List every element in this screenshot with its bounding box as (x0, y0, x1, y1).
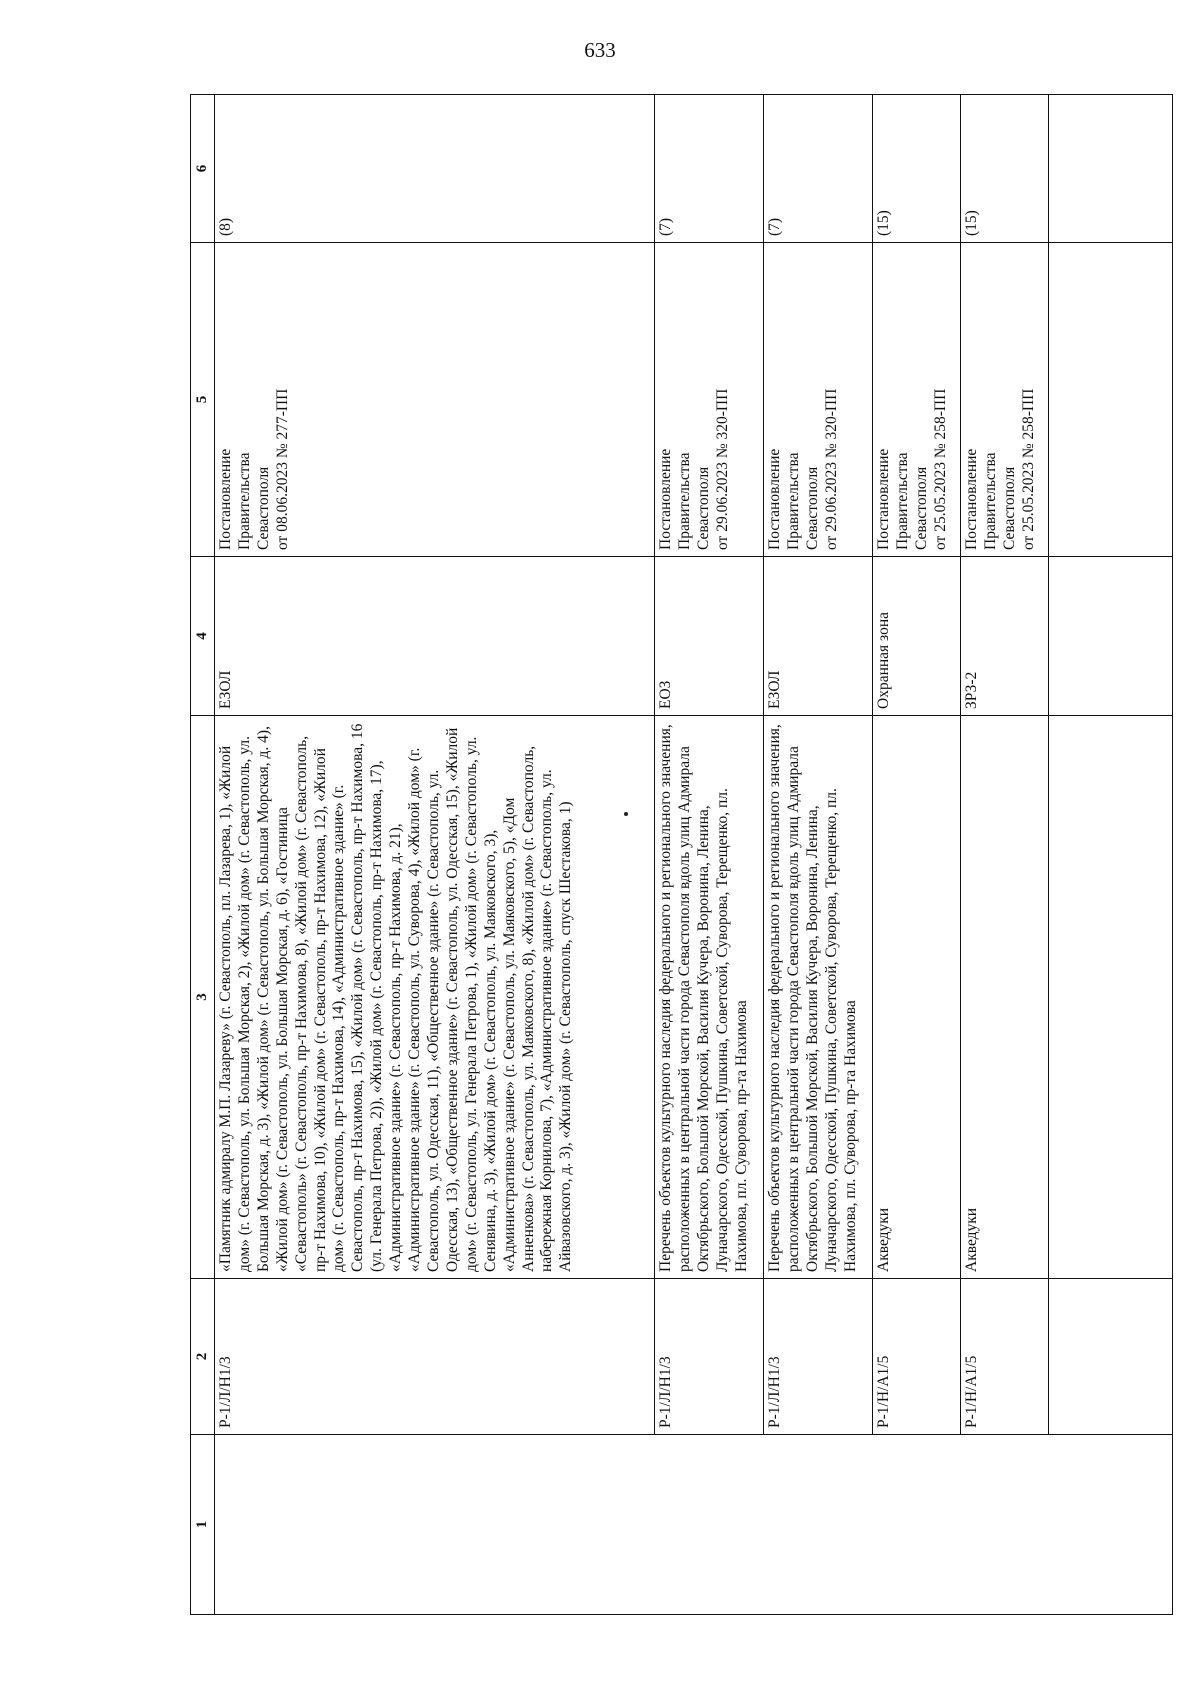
legal-act-line: Севастополя (254, 466, 272, 550)
legal-act-line: Севастополя (803, 466, 821, 550)
legal-act (961, 243, 1049, 557)
zone-type: ЗРЗ-2 (961, 557, 1049, 716)
legal-act-line: Правительства (675, 452, 693, 550)
zone-type: ЕЗОЛ (764, 557, 873, 716)
reference-note: (15) (961, 95, 1049, 243)
zone-type: ЕОЗ (655, 557, 764, 716)
empty-cell (1049, 557, 1173, 716)
legal-act-line: Севастополя (912, 466, 930, 550)
empty-cell (1049, 1279, 1173, 1435)
legal-act-line: Севастополя (1000, 466, 1018, 550)
object-description: «Памятник адмиралу М.П. Лазареву» (г. Севастополь, пл. Лазарева, 1), «Жилой дом» (г. Севастополь, ул. Большая Морская, 2), «Жилой дом» (г. Севастополь, ул. Большая Морская, д. 3), «Жилой дом» (г. Севастополь, ул. Большая Морская, д. 4), «Жилой дом» (г. Севастополь, ул. Большая Морская, д. 6), «Гостиница «Севастополь» (г. Севастополь, пр-т Нахимова, 8), «Жилой дом» (г. Севастополь, пр-т Нахимова, 10), «Жилой дом» (г. Севастополь, пр-т Нахимова, 12), «Жилой дом» (г. Севастополь, пр-т Нахимова, 14), «Административное здание» (г. Севастополь, пр-т Нахимова, 15), «Жилой дом» (г. Севастополь, пр-т Нахимова, 16 (ул. Генерала Петрова, 2)), «Жилой дом» (г. Севастополь, пр-т Нахимова, 17), «Административное здание» (г. Севастополь, пр-т Нахимова, д. 21), «Административное здание» (г. Севастополь, ул. Суворова, 4), «Жилой дом» (г. Севастополь, ул. Одесская, 11), «Общественное здание» (г. Севастополь, ул. Одесская, 13), «Общественное здание» (г. Севастополь, ул. Одесская, 15), «Жилой дом» (г. Севастополь, ул. Генерала Петрова, 1), «Жилой дом» (г. Севастополь, ул. Сенявина, д. 3), «Жилой дом» (г. Севастополь, ул. Маяковского, 3), «Административное здание» (г. Севастополь, ул. Маяковского, 5), «Дом Анненкова» (г. Севастополь, ул. Маяковского, 8), «Жилой дом» (г. Севастополь, набережная Корнилова, 7), «Административное здание» (г. Севастополь, ул. Айвазовского, д. 3), «Жилой дом» (г. Севастополь, спуск Шестакова, 1) (215, 716, 655, 1279)
object-description: Акведуки (961, 716, 1049, 1279)
legal-act-line: от 25.05.2023 № 258-ПП (1019, 388, 1037, 550)
legal-act-line: Постановление (875, 448, 892, 550)
table-row (764, 95, 873, 1615)
zone-type: ЕЗОЛ (215, 557, 655, 716)
reference-note: (8) (215, 95, 655, 243)
legal-act-line: Правительства (784, 452, 802, 550)
header-col-3: 3 (191, 716, 215, 1279)
table-row (215, 95, 655, 1615)
zone-type: Охранная зона (873, 557, 961, 716)
header-col-2: 2 (191, 1279, 215, 1435)
legal-act-line: Постановление (657, 448, 674, 550)
object-description: Перечень объектов культурного наследия федерального и регионального значения, расположенных в центральной части города Севастополя вдоль улиц Адмирала Октябрьского, Большой Морской, Василия Кучера, Воронина, Ленина, Луначарского, Одесской, Пушкина, Советской, Суворова, Терещенко, пл. Нахимова, пл. Суворова, пр-та Нахимова (764, 716, 873, 1279)
table-row (873, 95, 961, 1615)
legal-act-line: Постановление (217, 448, 234, 550)
table-row (961, 95, 1049, 1615)
col-1-cell (215, 1435, 1173, 1615)
legal-act-line: Севастополя (694, 466, 712, 550)
legal-act (764, 243, 873, 557)
zone-code: Р-1/Н/А1/5 (961, 1279, 1049, 1435)
table-row-empty (1049, 95, 1173, 1615)
legal-act-line: Правительства (981, 452, 999, 550)
legal-act (215, 243, 655, 557)
legal-act-line: от 29.06.2023 № 320-ПП (822, 388, 840, 550)
table-wrapper (190, 95, 1172, 1615)
page-number: 633 (584, 38, 616, 62)
zone-code: Р-1/Л/Н1/3 (215, 1279, 655, 1435)
legal-act-line: от 29.06.2023 № 320-ПП (713, 388, 731, 550)
zone-code: Р-1/Л/Н1/3 (764, 1279, 873, 1435)
table-header-row (191, 95, 215, 1615)
reference-note: (7) (764, 95, 873, 243)
legal-act (873, 243, 961, 557)
header-col-6: 6 (191, 95, 215, 243)
reference-note: (15) (873, 95, 961, 243)
legal-act-line: Постановление (963, 448, 980, 550)
table-row (655, 95, 764, 1615)
object-description: Перечень объектов культурного наследия федерального и регионального значения, расположенных в центральной части города Севастополя вдоль улиц Адмирала Октябрьского, Большой Морской, Василия Кучера, Воронина, Ленина, Луначарского, Одесской, Пушкина, Советской, Суворова, Терещенко, пл. Нахимова, пл. Суворова, пр-та Нахимова (655, 716, 764, 1279)
empty-cell (1049, 95, 1173, 243)
legal-act-line: Правительства (235, 452, 253, 550)
legal-act-line: Постановление (766, 448, 783, 550)
legal-act-line: от 25.05.2023 № 258-ПП (931, 388, 949, 550)
empty-cell (1049, 716, 1173, 1279)
legal-act-line: от 08.06.2023 № 277-ПП (273, 388, 291, 550)
header-col-5: 5 (191, 243, 215, 557)
header-col-1: 1 (191, 1435, 215, 1615)
legal-act (655, 243, 764, 557)
reference-note: (7) (655, 95, 764, 243)
register-table (190, 94, 1173, 1615)
header-col-4: 4 (191, 557, 215, 716)
zone-code: Р-1/Н/А1/5 (873, 1279, 961, 1435)
legal-act-line: Правительства (893, 452, 911, 550)
empty-cell (1049, 243, 1173, 557)
rotated-table-frame (190, 95, 1172, 1615)
object-description: Акведуки (873, 716, 961, 1279)
zone-code: Р-1/Л/Н1/3 (655, 1279, 764, 1435)
